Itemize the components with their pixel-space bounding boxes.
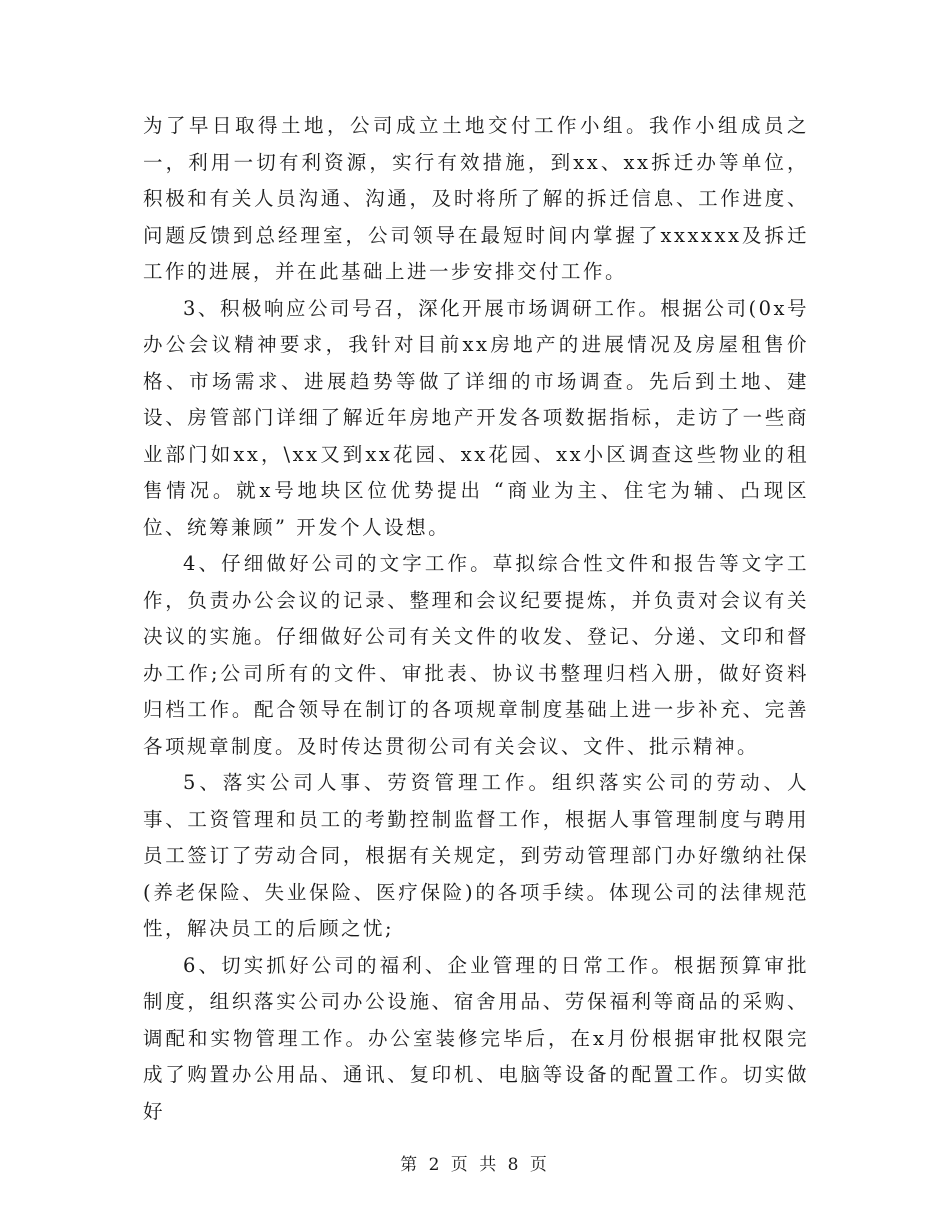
- page-number-footer: 第 2 页 共 8 页: [400, 1155, 550, 1175]
- paragraph-personnel-management: 5、落实公司人事、劳资管理工作。组织落实公司的劳动、人事、工资管理和员工的考勤控制监督工作，根据人事管理制度与聘用员工签订了劳动合同，根据有关规定，到劳动管理部门办好缴纳社保(养老保险、失业保险、医疗保险)的各项手续。体现公司的法律规范性，解决员工的后顾之忧;: [143, 771, 809, 940]
- paragraph-land-delivery: 为了早日取得土地，公司成立土地交付工作小组。我作小组成员之一，利用一切有利资源，实行有效措施，到xx、xx拆迁办等单位，积极和有关人员沟通、沟通，及时将所了解的拆迁信息、工作进度、问题反馈到总经理室，公司领导在最短时间内掌握了xxxxxx及拆迁工作的进展，并在此基础上进一步安排交付工作。: [143, 114, 809, 283]
- paragraph-welfare-management: 6、切实抓好公司的福利、企业管理的日常工作。根据预算审批制度，组织落实公司办公设施、宿舍用品、劳保福利等商品的采购、调配和实物管理工作。办公室装修完毕后，在x月份根据审批权限完成了购置办公用品、通讯、复印机、电脑等设备的配置工作。切实做好: [143, 953, 809, 1123]
- document-body: [143, 108, 809, 1130]
- paragraph-document-work: 4、仔细做好公司的文字工作。草拟综合性文件和报告等文字工作，负责办公会议的记录、整理和会议纪要提炼，并负责对会议有关决议的实施。仔细做好公司有关文件的收发、登记、分递、文印和督办工作;公司所有的文件、审批表、协议书整理归档入册，做好资料归档工作。配合领导在制订的各项规章制度基础上进一步补充、完善各项规章制度。及时传达贯彻公司有关会议、文件、批示精神。: [143, 552, 809, 758]
- paragraph-market-research: 3、积极响应公司号召，深化开展市场调研工作。根据公司(0x号办公会议精神要求，我针对目前xx房地产的进展情况及房屋租售价格、市场需求、进展趋势等做了详细的市场调查。先后到土地、建设、房管部门详细了解近年房地产开发各项数据指标，走访了一些商业部门如xx，\xx又到xx花园、xx花园、xx小区调查这些物业的租售情况。就x号地块区位优势提出 “商业为主、住宅为辅、凸现区位、统筹兼顾” 开发个人设想。: [143, 296, 809, 539]
